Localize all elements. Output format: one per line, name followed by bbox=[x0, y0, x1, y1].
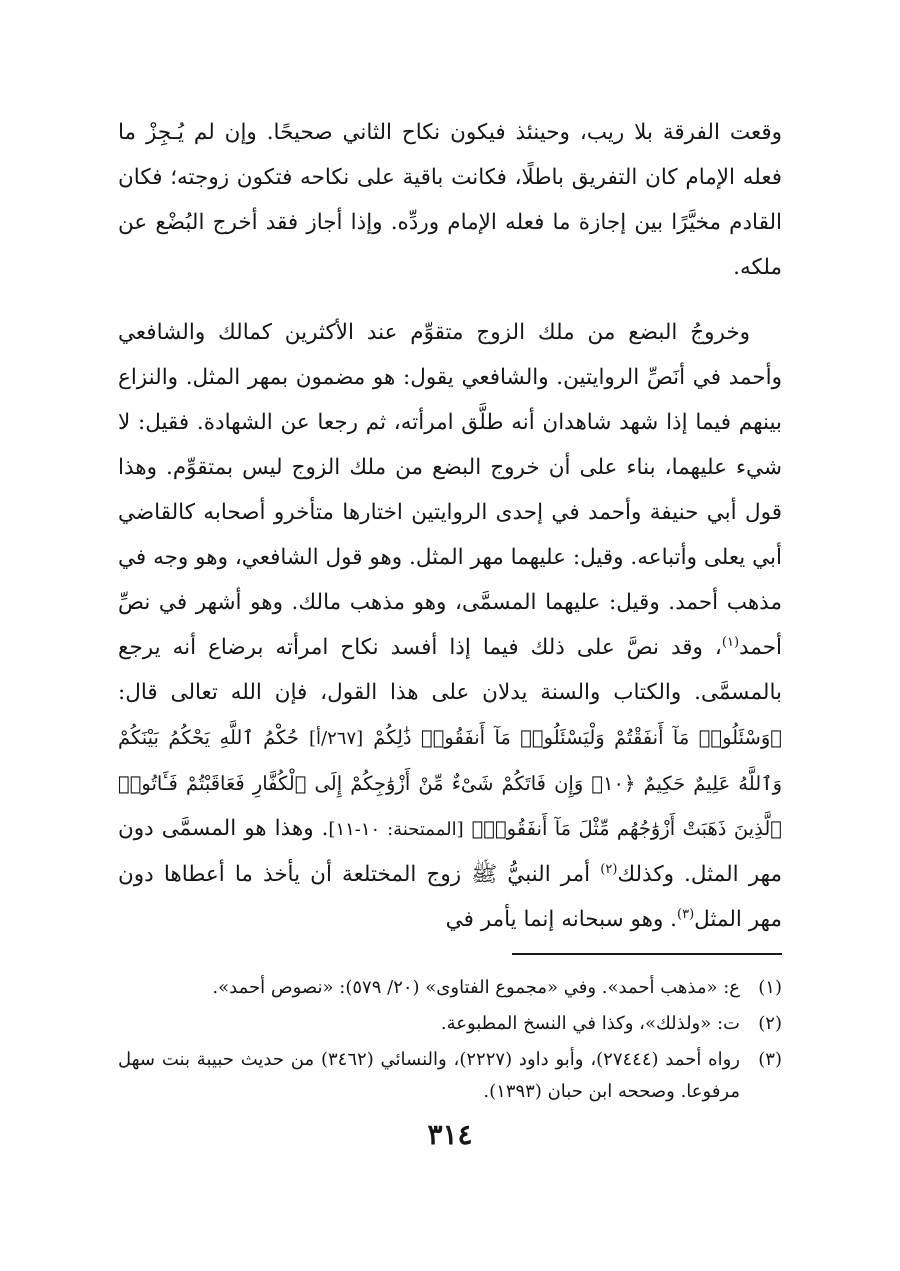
footnote-number: (١) bbox=[758, 977, 782, 998]
footnote-number: (٣) bbox=[758, 1049, 782, 1070]
paragraph-2-part-1: وخروجُ البضع من ملك الزوج متقوِّم عند الأكثرين كمالك والشافعي وأحمد في أنَصِّ الروايتين. والشافعي يقول: هو مضمون بمهر المثل. والنزاع بينهم فيما إذا شهد شاهدان أنه طلَّق امرأته، ثم رجعا عن الشهادة. فقيل: لا شيء عليهما، بناء على أن خروج البضع من ملك الزوج ليس بمتقوِّم. وهذا قول أبي حنيفة وأحمد في إحدى الروايتين اختارها متأخرو أصحابه كالقاضي أبي يعلى وأتباعه. وقيل: عليهما مهر المثل. وهو قول الشافعي، وهو وجه في مذهب أحمد. وقيل: عليهما المسمَّى، وهو مذهب مالك. وهو أشهر في نصِّ أحمد bbox=[118, 320, 782, 660]
footnote-text: ع: «مذهب أحمد». وفي «مجموع الفتاوى» (٢٠/ ٥٧٩): «نصوص أحمد». bbox=[212, 977, 740, 998]
footnotes bbox=[118, 972, 782, 1112]
paragraph-2-part-2: ، وقد نصَّ على ذلك فيما إذا أفسد نكاح امرأته برضاع أنه يرجع بالمسمَّى. والكتاب والسنة يدلان على هذا القول، فإن الله تعالى قال: bbox=[118, 635, 782, 705]
quran-verse-part-2: حُكْمُ ٱللَّهِ يَحْكُمُ بَيْنَكُمْ وَٱللَّهُ عَلِيمٌ حَكِيمٌ ﴿١٠﴾ وَإِن فَاتَكُمْ شَىْءٌ مِّنْ أَزْوَٰجِكُمْ إِلَى ٱلْكُفَّارِ فَعَاقَبْتُمْ فَـَٔاتُوا۟ ٱلَّذِينَ ذَهَبَتْ أَزْوَٰجُهُم مِّثْلَ مَآ أَنفَقُوا۟﴾ bbox=[118, 726, 782, 840]
quran-citation: [الممتحنة: ١٠-١١] bbox=[328, 819, 464, 840]
page-number: ٣١٤ bbox=[427, 1118, 473, 1151]
footnote-text: رواه أحمد (٢٧٤٤٤)، وأبو داود (٢٢٢٧)، والنسائي (٣٤٦٢) من حديث حبيبة بنت سهل مرفوعا. وصححه ابن حبان (١٣٩٣). bbox=[118, 1049, 740, 1102]
paragraph-2 bbox=[118, 310, 782, 942]
footnote-ref-3[interactable]: (٣) bbox=[677, 906, 695, 922]
footnote-number: (٢) bbox=[758, 1013, 782, 1034]
footnote-ref-1[interactable]: (١) bbox=[721, 634, 740, 650]
manuscript-folio-marker: [٢٦٧/أ] bbox=[309, 728, 364, 749]
quran-verse-part-1: ﴿وَسْئَلُوا۟ مَآ أَنفَقْتُمْ وَلْيَسْئَلُوا۟ مَآ أَنفَقُوا۟ ذَٰلِكُمْ bbox=[373, 726, 782, 749]
footnote-3 bbox=[118, 1044, 782, 1108]
footnote-text: ت: «ولذلك»، وكذا في النسخ المطبوعة. bbox=[440, 1013, 740, 1034]
footnote-ref-2[interactable]: (٢) bbox=[600, 861, 618, 877]
footnote-2 bbox=[118, 1008, 782, 1040]
paragraph-1: وقعت الفرقة بلا ريب، وحينئذ فيكون نكاح الثاني صحيحًا. وإن لم يُـجِزْ ما فعله الإمام كان التفريق باطلًا، فكانت باقية على نكاحه فتكون زوجته؛ فكان القادم مخيَّرًا بين إجازة ما فعله الإمام وردِّه. وإذا أجاز فقد أخرج البُضْع عن ملكه. bbox=[118, 120, 782, 280]
footnote-separator bbox=[512, 953, 782, 955]
paragraph-2-part-5: . وهو سبحانه إنما يأمر في bbox=[445, 907, 677, 932]
paragraph-2-part-3: . وهذا هو المسمَّى دون مهر المثل. وكذلك bbox=[118, 816, 783, 887]
footnote-1 bbox=[118, 972, 782, 1004]
paragraph-2-part-4: أمر النبيُّ ﷺ زوج المختلعة أن يأخذ ما أعطاها دون مهر المثل bbox=[118, 862, 782, 932]
main-text bbox=[118, 110, 782, 942]
